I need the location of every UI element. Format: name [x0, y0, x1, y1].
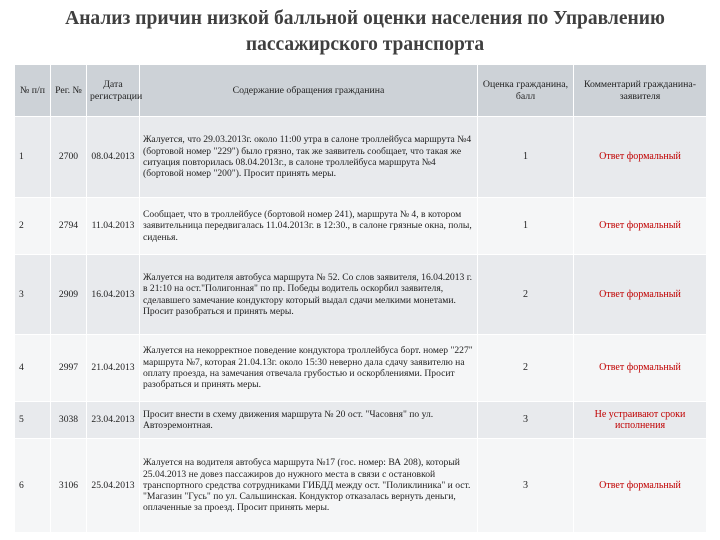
header-score: Оценка гражданина, балл: [478, 65, 574, 117]
row-date: 08.04.2013: [87, 117, 140, 198]
row-num: 6: [15, 439, 51, 533]
row-date: 11.04.2013: [87, 198, 140, 255]
page-title: Анализ причин низкой балльной оценки населения по Управлению пассажирского транспорта: [65, 8, 665, 55]
row-date: 23.04.2013: [87, 402, 140, 439]
header-date: Дата регистрации: [87, 65, 140, 117]
table-row: [15, 335, 707, 402]
row-score: 1: [478, 117, 574, 198]
row-date: 16.04.2013: [87, 255, 140, 335]
row-num: 1: [15, 117, 51, 198]
row-content: Просит внести в схему движения маршрута № 20 ост. "Часовня" по ул. Автоэремонтная.: [140, 402, 478, 439]
row-content: Жалуется, что 29.03.2013г. около 11:00 утра в салоне троллейбуса маршрута №4 (бортовой номер "229") было грязно, так же заявитель сообщает, что такая же ситуация повторилась 08.04.2013г., в салоне троллейбуса маршрута №4 (бортовой номер "200"). Просит принять меры.: [140, 117, 478, 198]
row-reg: 2909: [51, 255, 87, 335]
row-reg: 3038: [51, 402, 87, 439]
row-comment: Ответ формальный: [574, 255, 707, 335]
row-date: 25.04.2013: [87, 439, 140, 533]
row-comment: Ответ формальный: [574, 198, 707, 255]
table-header-row: [15, 65, 707, 117]
row-num: 3: [15, 255, 51, 335]
row-comment: Ответ формальный: [574, 335, 707, 402]
table-row: [15, 117, 707, 198]
table-row: [15, 198, 707, 255]
row-score: 3: [478, 439, 574, 533]
row-reg: 2997: [51, 335, 87, 402]
row-reg: 2700: [51, 117, 87, 198]
table-row: [15, 439, 707, 533]
row-reg: 3106: [51, 439, 87, 533]
row-num: 5: [15, 402, 51, 439]
table-row: [15, 255, 707, 335]
header-num: № п/п: [15, 65, 51, 117]
row-content: Жалуется на водителя автобуса маршрута №17 (гос. номер: ВА 208), который 25.04.2013 не довез пассажиров до нужного места в связи с остановкой транспортного средства сотрудниками ГИБДД между ост. "Поликлиника" и ост. "Магазин "Гусь" по ул. Сальшинская. Кондуктор отказалась вернуть деньги, оплаченные за проезд. Просит принять меры.: [140, 439, 478, 533]
row-comment: Ответ формальный: [574, 439, 707, 533]
row-comment: Ответ формальный: [574, 117, 707, 198]
complaints-table: [14, 64, 707, 533]
row-content: Сообщает, что в троллейбусе (бортовой номер 241), маршрута № 4, в котором заявительница передвигалась 11.04.2013г. в 12:30., в салоне грязные окна, полы, сиденья.: [140, 198, 478, 255]
row-num: 2: [15, 198, 51, 255]
row-reg: 2794: [51, 198, 87, 255]
header-reg: Рег. №: [51, 65, 87, 117]
header-content: Содержание обращения гражданина: [140, 65, 478, 117]
row-score: 1: [478, 198, 574, 255]
row-comment: Не устраивают сроки исполнения: [574, 402, 707, 439]
row-date: 21.04.2013: [87, 335, 140, 402]
row-content: Жалуется на некорректное поведение кондуктора троллейбуса борт. номер "227" маршрута №7, которая 21.04.13г. около 15:30 неверно дала сдачу заявителю на оплату проезда, на замечания отвечала грубостью и оскорблениями. Просит разобраться и принять меры.: [140, 335, 478, 402]
row-num: 4: [15, 335, 51, 402]
table-row: [15, 402, 707, 439]
header-comment: Комментарий гражданина-заявителя: [574, 65, 707, 117]
row-score: 3: [478, 402, 574, 439]
row-content: Жалуется на водителя автобуса маршрута № 52. Со слов заявителя, 16.04.2013 г. в 21:10 на ост."Полигонная" по пр. Победы водитель оскорбил заявителя, сделавшего замечание кондуктору который выдал сдачи мелкими монетами. Просит разобраться и принять меры.: [140, 255, 478, 335]
row-score: 2: [478, 255, 574, 335]
row-score: 2: [478, 335, 574, 402]
